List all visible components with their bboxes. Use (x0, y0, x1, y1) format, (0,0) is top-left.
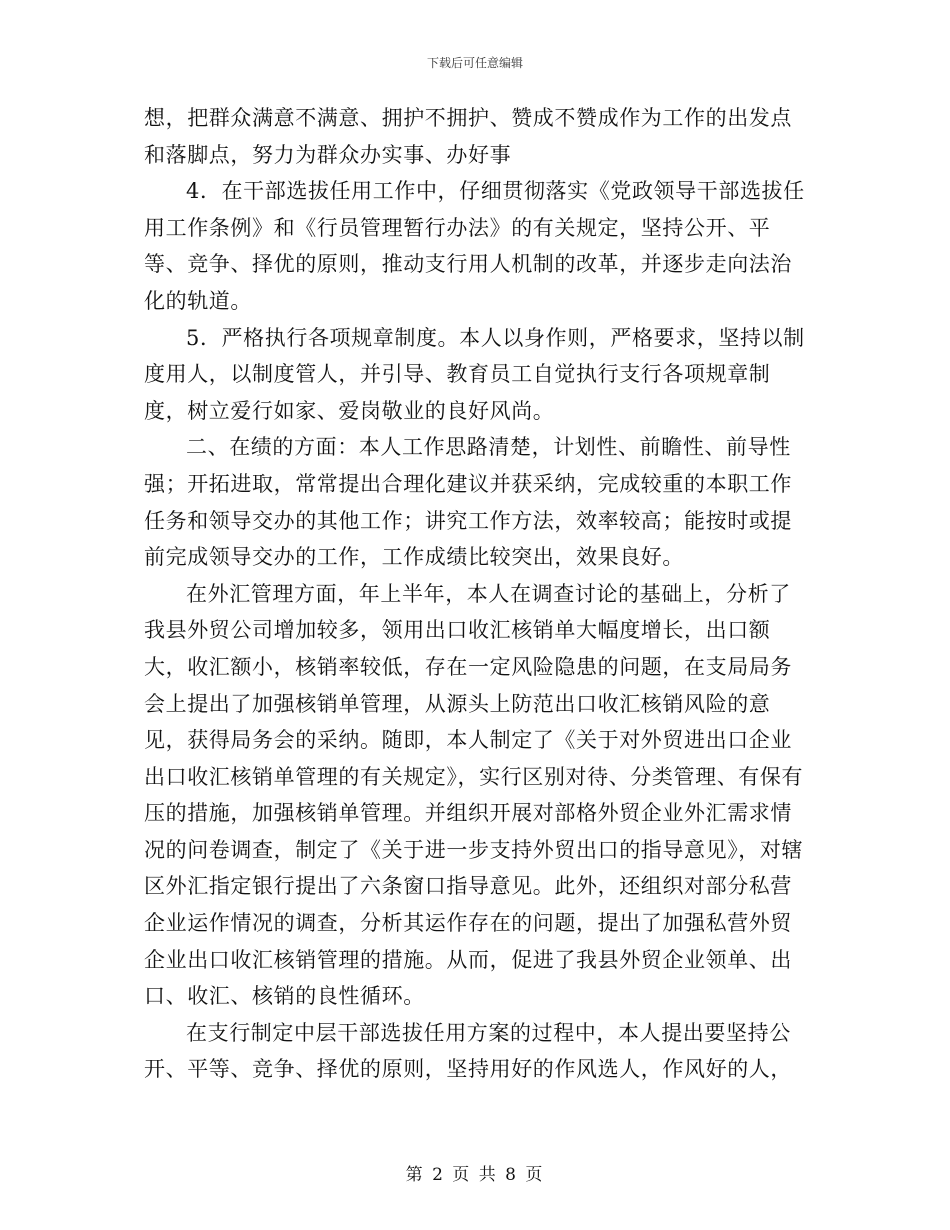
paragraph-item-4: 4．在干部选拔任用工作中，仔细贯彻落实《党政领导干部选拔任用工作条例》和《行员管理暂行办法》的有关规定，坚持公开、平等、竞争、择优的原则，推动支行用人机制的改革，并逐步走向法治化的轨道。 (144, 179, 805, 313)
paragraph-continuation: 想，把群众满意不满意、拥护不拥护、赞成不赞成作为工作的出发点和落脚点，努力为群众办实事、办好事 (144, 106, 792, 167)
page-number: 第 2 页 共 8 页 (405, 1165, 545, 1185)
paragraph-item-5: 5．严格执行各项规章制度。本人以身作则，严格要求，坚持以制度用人，以制度管人，并引导、教育员工自觉执行支行各项规章制度，树立爱行如家、爱岗敬业的良好风尚。 (144, 325, 805, 423)
document-body (144, 100, 808, 1088)
paragraph-forex-management: 在外汇管理方面，年上半年，本人在调查讨论的基础上，分析了我县外贸公司增加较多，领用出口收汇核销单大幅度增长，出口额大，收汇额小，核销率较低，存在一定风险隐患的问题，在支局局务会上提出了加强核销单管理，从源头上防范出口收汇核销风险的意见，获得局务会的采纳。随即，本人制定了《关于对外贸进出口企业出口收汇核销单管理的有关规定》，实行区别对待、分类管理、有保有压的措施，加强核销单管理。并组织开展对部格外贸企业外汇需求情况的问卷调查，制定了《关于进一步支持外贸出口的指导意见》，对辖区外汇指定银行提出了六条窗口指导意见。此外，还组织对部分私营企业运作情况的调查，分析其运作存在的问题，提出了加强私营外贸企业出口收汇核销管理的措施。从而，促进了我县外贸企业领单、出口、收汇、核销的良性循环。 (144, 581, 804, 1009)
page-header: 下载后可任意编辑 (426, 56, 523, 70)
paragraph-section-2: 二、在绩的方面：本人工作思路清楚，计划性、前瞻性、前导性强；开拓进取，常常提出合理化建议并获采纳，完成较重的本职工作任务和领导交办的其他工作；讲究工作方法，效率较高；能按时或提前完成领导交办的工作，工作成绩比较突出，效果良好。 (144, 435, 792, 570)
paragraph-cadre-selection: 在支行制定中层干部选拔任用方案的过程中，本人提出要坚持公开、平等、竞争、择优的原则，坚持用好的作风选人，作风好的人， (144, 1020, 792, 1082)
